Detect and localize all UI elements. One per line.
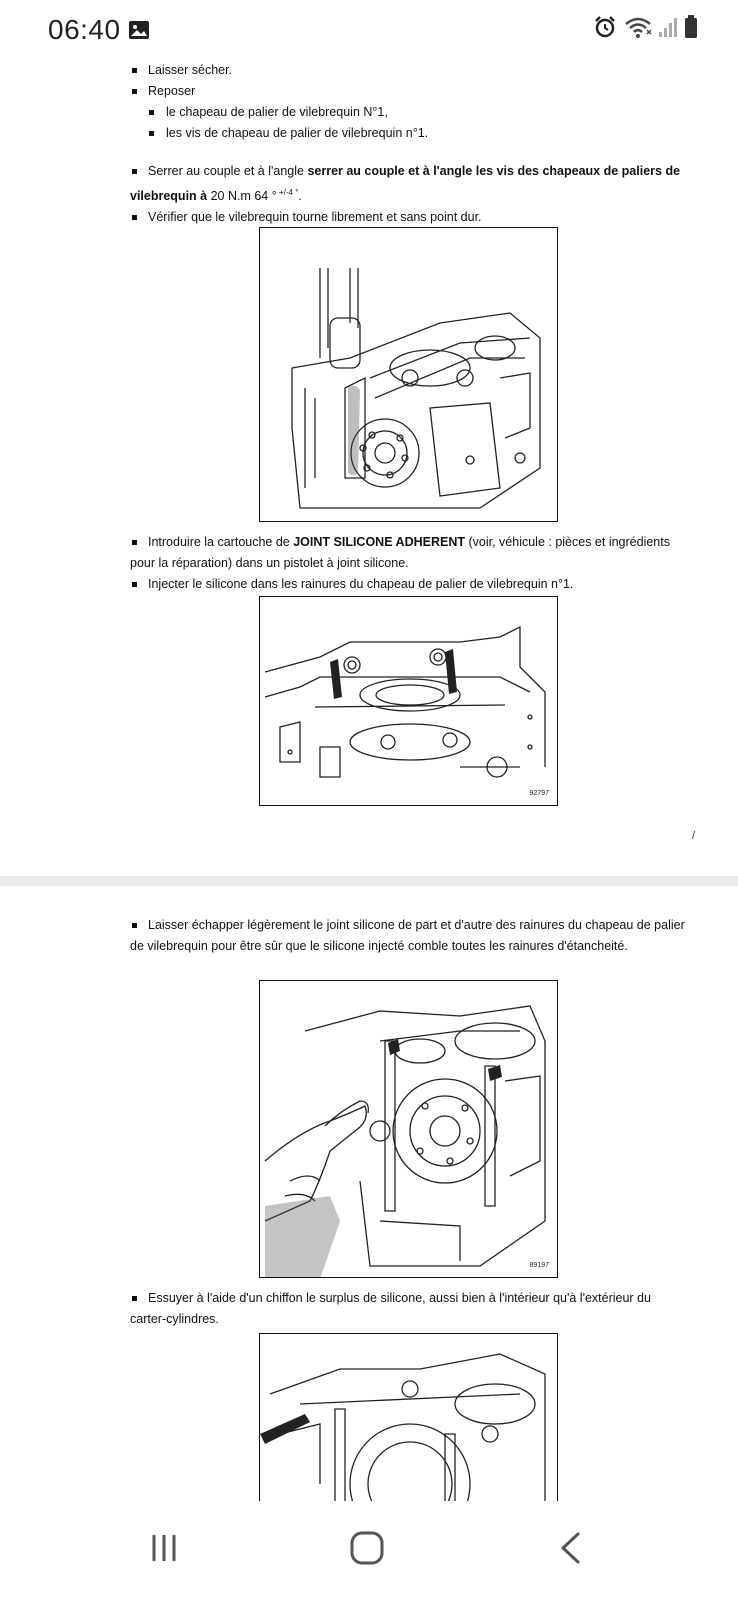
wipe-step <box>130 1288 686 1330</box>
torque-tolerance: +/-4 ° <box>276 188 299 197</box>
check-step: Vérifier que le vilebrequin tourne librement et sans point dur. <box>130 207 686 228</box>
silicone-step <box>130 532 686 595</box>
wifi-icon <box>624 15 652 44</box>
status-time: 06:40 <box>48 14 121 45</box>
escape-step <box>130 915 686 957</box>
list-item: Reposer <box>130 81 686 102</box>
inject-step: Injecter le silicone dans les rainures du chapeau de palier de vilebrequin n°1. <box>130 574 686 595</box>
status-bar <box>0 0 738 60</box>
torque-suffix: . <box>298 189 302 204</box>
navigation-bar <box>0 1501 738 1600</box>
back-icon <box>558 1531 582 1570</box>
wipe-paragraph: Essuyer à l'aide d'un chiffon le surplus de silicone, aussi bien à l'intérieur qu'à l'extérieur du carter-cylindres. <box>130 1288 686 1330</box>
escape-paragraph: Laisser échapper légèrement le joint silicone de part et d'autre des rainures du chapeau de palier de vilebrequin pour être sûr que le silicone injecté comble toutes les rainures d'étancheité. <box>130 915 686 957</box>
figure-code: 92797 <box>529 790 549 797</box>
intro-suffix: (voir, véhicule : pièces et ingrédients pour la réparation) dans un pistolet à joint silicone. <box>130 535 670 570</box>
intro-paragraph <box>130 532 686 574</box>
home-icon <box>350 1531 384 1570</box>
torque-value: 20 N.m 64 ° <box>207 189 277 204</box>
document-page-1 <box>0 60 738 876</box>
home-button[interactable] <box>337 1525 397 1575</box>
step-list-reposer <box>130 60 686 144</box>
figure-silicone-escape <box>259 980 558 1278</box>
torque-paragraph <box>130 161 686 207</box>
recents-icon <box>148 1532 180 1569</box>
figure-wipe-silicone <box>259 1333 558 1501</box>
torque-prefix: Serrer au couple et à l'angle <box>148 164 308 178</box>
document-page-2 <box>0 886 738 1501</box>
torque-step <box>130 161 686 228</box>
back-button[interactable] <box>540 1525 600 1575</box>
status-icons <box>592 16 698 42</box>
alarm-icon <box>592 14 618 45</box>
page-mark: / <box>692 830 696 842</box>
figure-silicone-grooves <box>259 596 558 806</box>
list-item: Laisser sécher. <box>130 60 686 81</box>
torque-bold: serrer au couple et à l'angle les vis des chapeaux de paliers de vilebrequin à <box>130 164 681 204</box>
intro-prefix: Introduire la cartouche de <box>148 535 294 549</box>
page-separator <box>0 876 738 886</box>
signal-icon <box>658 16 678 43</box>
list-item: le chapeau de palier de vilebrequin N°1, <box>130 102 686 123</box>
intro-bold: JOINT SILICONE ADHERENT <box>293 535 466 549</box>
battery-icon <box>684 15 698 44</box>
recents-button[interactable] <box>134 1525 194 1575</box>
gallery-icon <box>128 20 150 40</box>
figure-bearing-cap-install <box>259 227 558 522</box>
list-item: les vis de chapeau de palier de vilebrequin n°1. <box>130 123 686 144</box>
figure-code: 89197 <box>529 1262 549 1269</box>
